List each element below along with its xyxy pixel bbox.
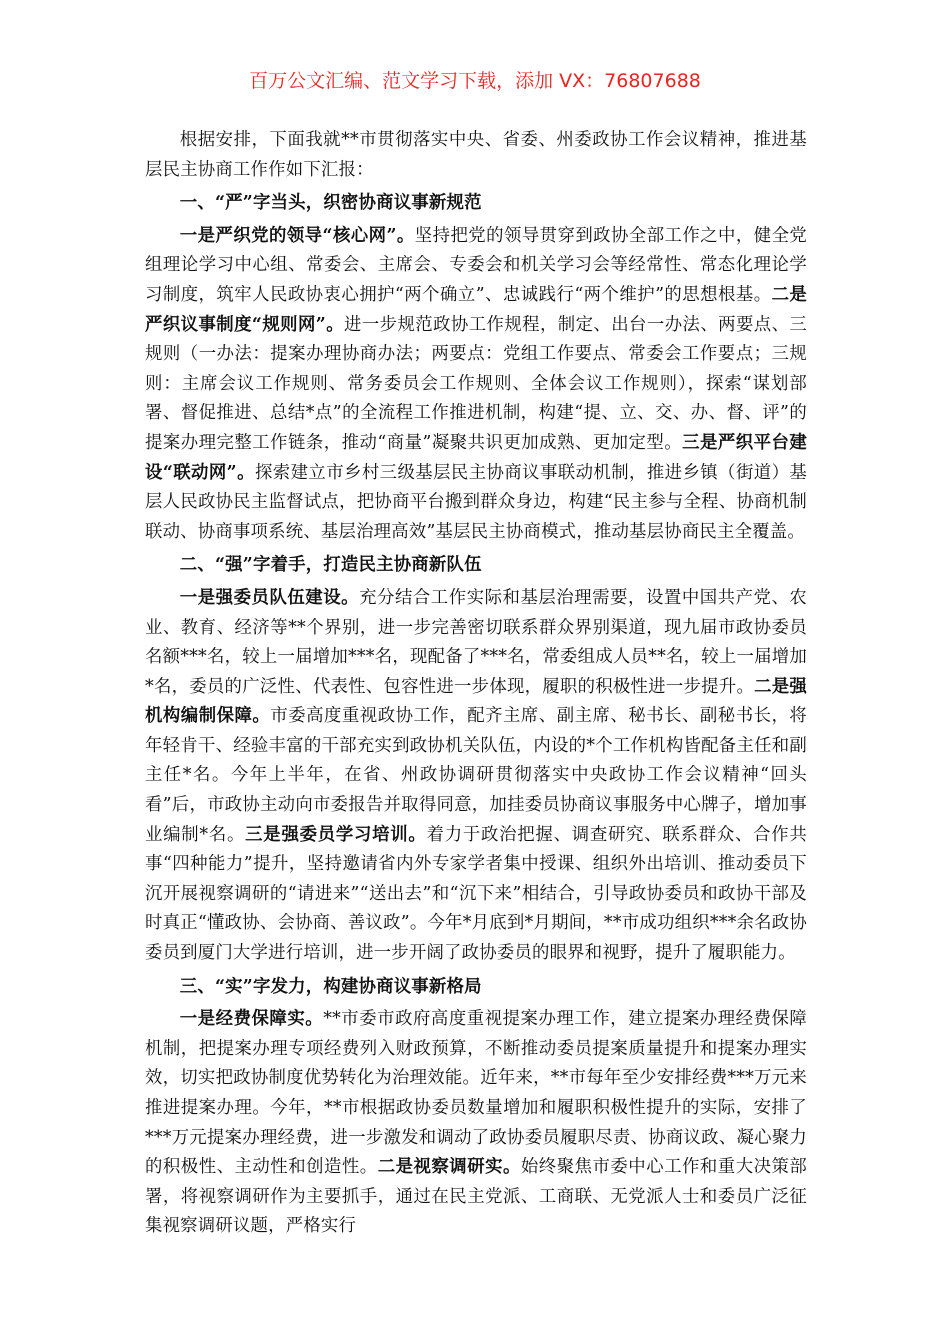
item-label: 一是经费保障实。 xyxy=(179,1009,324,1030)
item-label: 三是严织平台建设“联动网”。 xyxy=(145,432,808,483)
item-text: 始终聚焦市委中心工作和重大决策部署，将视察调研作为主要抓手，通过在民主党派、工商联、无党派人士和委员广泛征集视察调研议题，严格实行 xyxy=(145,1157,807,1237)
section-heading-2: 二、“强”字着手，打造民主协商新队伍 xyxy=(179,555,482,576)
section-3-paragraph xyxy=(145,1005,807,1242)
item-label: 二是强机构编制保障。 xyxy=(145,676,807,727)
item-text: **市委市政府高度重视提案办理工作，建立提案办理经费保障机制，把提案办理专项经费列入财政预算，不断推动委员提案质量提升和提案办理实效，切实把政协制度优势转化为治理效能。近年来，**市每年至少安排经费***万元来推进提案办理。今年，**市根据政协委员数量增加和履职积极性提升的实际，安排了***万元提案办理经费，进一步激发和调动了政协委员履职尽责、协商议政、凝心聚力的积极性、主动性和创造性。 xyxy=(145,1009,807,1178)
item-label: 二是严织议事制度“规则网”。 xyxy=(145,284,808,335)
watermark-banner xyxy=(0,66,950,96)
item-label: 一是强委员队伍建设。 xyxy=(179,587,360,608)
item-text: 进一步规范政协工作规程，制定、出台一办法、两要点、三规则（一办法：提案办理协商办法；两要点：党组工作要点、常委会工作要点；三规则：主席会议工作规则、常务委员会工作规则、全体会议工作规则），探索“谋划部署、督促推进、总结*点”的全流程工作推进机制，构建“提、立、交、办、督、评”的提案办理完整工作链条，推动“商量”凝聚共识更加成熟、更加定型。 xyxy=(145,314,807,453)
item-text: 市委高度重视政协工作，配齐主席、副主席、秘书长、副秘书长，将年轻肯干、经验丰富的干部充实到政协机关队伍，内设的*个工作机构皆配备主任和副主任*名。今年上半年，在省、州政协调研贯彻落实中央政协工作会议精神“回头看”后，市政协主动向市委报告并取得同意，加挂委员协商议事服务中心牌子，增加事业编制*名。 xyxy=(145,706,807,845)
item-text: 坚持把党的领导贯穿到政协全部工作之中，健全党组理论学习中心组、常委会、主席会、专委会和机关学习会等经常性、常态化理论学习制度，筑牢人民政协衷心拥护“两个确立”、忠诚践行“两个维护”的思想根基。 xyxy=(145,225,807,305)
document-body xyxy=(145,126,807,1246)
section-1-paragraph xyxy=(145,222,807,548)
intro-paragraph: 根据安排，下面我就**市贯彻落实中央、省委、州委政协工作会议精神，推进基层民主协商工作作如下汇报： xyxy=(145,130,807,180)
section-heading-1: 一、“严”字当头，织密协商议事新规范 xyxy=(179,193,482,214)
item-label: 二是视察调研实。 xyxy=(377,1157,521,1178)
item-label: 三是强委员学习培训。 xyxy=(245,824,427,845)
item-label: 一是严织党的领导“核心网”。 xyxy=(179,225,415,246)
banner-text: 百万公文汇编、范文学习下载，添加 VX：76807688 xyxy=(249,70,701,92)
section-2-paragraph xyxy=(145,584,807,969)
item-text: 着力于政治把握、调查研究、联系群众、合作共事“四种能力”提升，坚持邀请省内外专家学者集中授课、组织外出培训、推动委员下沉开展视察调研的“请进来”“送出去”和“沉下来”相结合，引导政协委员和政协干部及时真正“懂政协、会协商、善议政”。今年*月底到*月期间，**市成功组织***余名政协委员到厦门大学进行培训，进一步开阔了政协委员的眼界和视野，提升了履职能力。 xyxy=(145,824,807,964)
item-text: 探索建立市乡村三级基层民主协商议事联动机制，推进乡镇（街道）基层人民政协民主监督试点，把协商平台搬到群众身边，构建“民主参与全程、协商机制联动、协商事项系统、基层治理高效”基层民主协商模式，推动基层协商民主全覆盖。 xyxy=(145,462,807,542)
section-heading-3: 三、“实”字发力，构建协商议事新格局 xyxy=(179,976,482,997)
item-text: 充分结合工作实际和基层治理需要，设置中国共产党、农业、教育、经济等**个界别，进一步完善密切联系群众界别渠道，现九届市政协委员名额***名，较上一届增加***名，现配备了***名，常委组成人员**名，较上一届增加*名，委员的广泛性、代表性、包容性进一步体现，履职的积极性进一步提升。 xyxy=(145,587,807,697)
